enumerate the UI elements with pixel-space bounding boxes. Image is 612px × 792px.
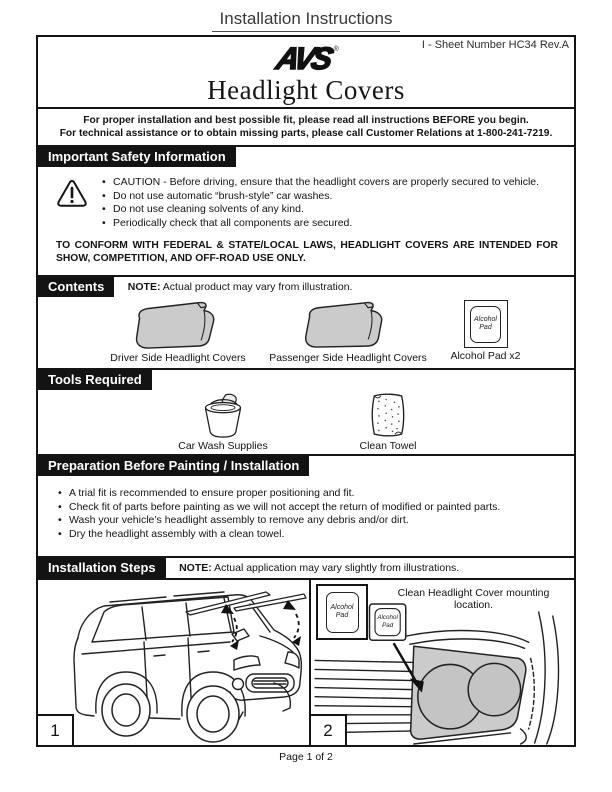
contents-heading-bar: Contents	[38, 277, 114, 297]
safety-bullet: • Do not use automatic “brush-style” car washes.	[102, 190, 539, 204]
sheet-number: I - Sheet Number HC34 Rev.A	[421, 39, 569, 51]
avs-logo	[38, 41, 574, 76]
intro-section	[38, 109, 574, 145]
contents-note	[128, 277, 353, 297]
tools-section-body	[38, 390, 574, 454]
clean-towel-figure	[323, 392, 453, 452]
contents-section-body	[38, 297, 574, 368]
intro-line-2: For technical assistance or to obtain missing parts, please call Customer Relations at 1-800-241-7219.	[59, 128, 553, 139]
main-content-box	[36, 35, 576, 747]
step-number-box: 1	[38, 714, 74, 745]
steps-heading-bar: Installation Steps	[38, 558, 166, 578]
preparation-bullet: • Check fit of parts before painting as we will not accept the return of modified or painted parts.	[58, 501, 574, 515]
safety-heading-bar: Important Safety Information	[38, 147, 236, 167]
safety-bullet: • CAUTION - Before driving, ensure that the headlight covers are properly secured to vehicle.	[102, 176, 539, 190]
steps-note	[179, 558, 459, 578]
headlight-assembly	[411, 646, 526, 739]
passenger-cover-illustration	[301, 300, 395, 350]
alcohol-pad-callout-box	[316, 584, 368, 640]
alcohol-pad-figure	[438, 300, 533, 362]
steps-section-header	[38, 556, 574, 578]
tools-heading-bar: Tools Required	[38, 370, 152, 390]
driver-cover-figure	[93, 300, 263, 364]
driver-cover-label: Driver Side Headlight Covers	[110, 352, 246, 364]
page-footer: Page 1 of 2	[279, 751, 333, 763]
preparation-section-body	[38, 476, 574, 556]
driver-cover-illustration	[129, 300, 227, 350]
safety-bullet-list	[102, 176, 539, 230]
alcohol-pad-label: Alcohol Pad x2	[450, 350, 521, 362]
car-wash-figure	[158, 392, 288, 452]
passenger-cover-figure	[263, 300, 433, 364]
safety-bullets-row	[38, 167, 574, 230]
steps-note-label: NOTE:	[179, 562, 212, 574]
contents-section-header	[38, 275, 574, 297]
warning-icon	[56, 178, 88, 208]
safety-bullet: • Periodically check that all components are secured.	[102, 217, 539, 231]
clean-towel-illustration	[368, 392, 408, 438]
safety-section-header	[38, 145, 574, 167]
passenger-cover-label: Passenger Side Headlight Covers	[269, 352, 427, 364]
registered-mark: ®	[333, 46, 339, 53]
car-wash-label: Car Wash Supplies	[178, 440, 268, 452]
alcohol-pad-word-2: Pad	[382, 622, 394, 630]
step-number-box: 2	[311, 714, 347, 745]
preparation-bullet: • A trial fit is recommended to ensure proper positioning and fit.	[58, 487, 574, 501]
alcohol-pad-word-1: Alcohol	[377, 614, 398, 622]
legal-notice: TO CONFORM WITH FEDERAL & STATE/LOCAL LAWS, HEADLIGHT COVERS ARE INTENDED FOR SHOW, COMPETITION, AND OFF-ROAD USE ONLY.	[56, 240, 558, 264]
preparation-bullet: • Wash your vehicle’s headlight assembly to remove any debris and/or dirt.	[58, 514, 574, 528]
page-title-row	[0, 9, 612, 32]
clean-towel-label: Clean Towel	[359, 440, 417, 452]
alcohol-pad-word-2: Pad	[479, 324, 492, 331]
page-title: Installation Instructions	[212, 9, 401, 32]
product-title: Headlight Covers	[207, 75, 405, 105]
safety-bullet: • Do not use cleaning solvents of any kind.	[102, 203, 539, 217]
alcohol-pad-icon-inner	[470, 306, 501, 343]
step-2-caption: Clean Headlight Cover mounting location.	[397, 587, 550, 611]
contents-note-label: NOTE:	[127, 281, 161, 293]
car-wash-bucket-illustration	[197, 392, 249, 438]
tools-section-header	[38, 368, 574, 390]
preparation-section-header	[38, 454, 574, 476]
alcohol-pad-word-1: Alcohol	[474, 316, 497, 323]
alcohol-pad-icon-inner	[326, 592, 359, 633]
step-1-panel	[38, 580, 311, 745]
preparation-bullet: • Dry the headlight assembly with a clean towel.	[58, 528, 574, 542]
alcohol-pad-word-1: Alcohol	[330, 604, 354, 611]
installation-steps-panels	[38, 578, 574, 745]
contents-note-text: Actual product may vary from illustration.	[160, 281, 353, 293]
intro-line-1: For proper installation and best possible fit, please read all instructions BEFORE you begin.	[83, 115, 529, 126]
document-header	[38, 37, 574, 109]
vehicle-illustration	[38, 580, 309, 745]
preparation-heading-bar: Preparation Before Painting / Installation	[38, 456, 309, 476]
steps-note-text: Actual application may vary slightly from illustrations.	[211, 562, 460, 574]
safety-section-body	[38, 167, 574, 275]
step-2-panel	[311, 580, 574, 745]
alcohol-pad-word-2: Pad	[335, 612, 349, 619]
avs-logo-text: AVS	[273, 41, 334, 76]
alcohol-pad-icon	[464, 300, 508, 348]
